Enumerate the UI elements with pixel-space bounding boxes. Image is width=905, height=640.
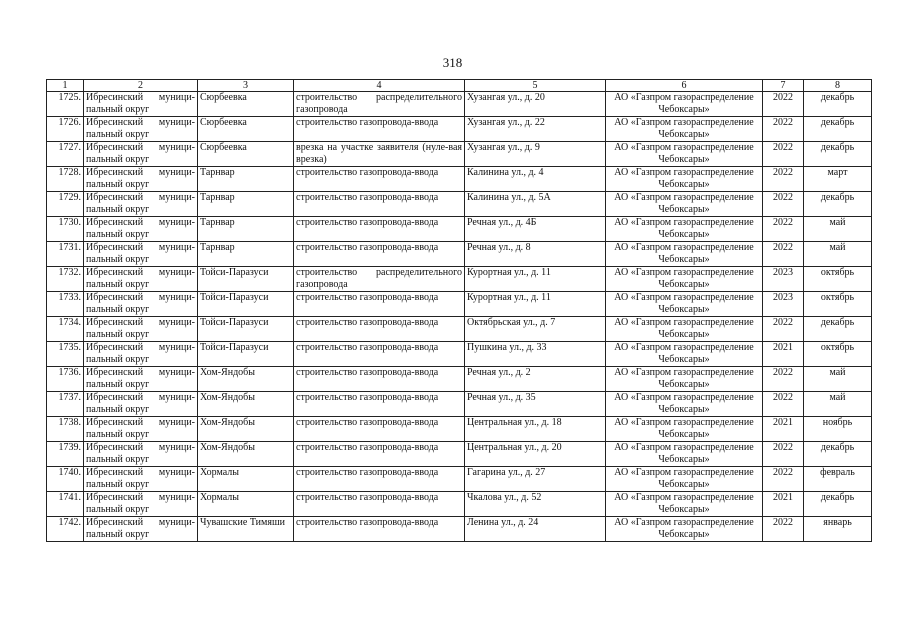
- month-cell: май: [804, 242, 872, 267]
- address-cell: Хузангая ул., д. 9: [465, 142, 606, 167]
- year-cell: 2022: [763, 167, 804, 192]
- address-cell: Речная ул., д. 35: [465, 392, 606, 417]
- district-cell: Ибресинский муници-пальный округ: [84, 317, 198, 342]
- month-cell: декабрь: [804, 317, 872, 342]
- row-number-cell: 1733.: [47, 292, 84, 317]
- settlement-cell: Чувашские Тимяши: [198, 517, 294, 542]
- organization-cell: АО «Газпром газораспределение Чебоксары»: [606, 92, 763, 117]
- year-cell: 2022: [763, 442, 804, 467]
- month-cell: октябрь: [804, 292, 872, 317]
- table-row: [47, 367, 872, 392]
- month-cell: октябрь: [804, 342, 872, 367]
- settlement-cell: Тарнвар: [198, 217, 294, 242]
- year-cell: 2022: [763, 467, 804, 492]
- table-row: [47, 442, 872, 467]
- organization-cell: АО «Газпром газораспределение Чебоксары»: [606, 292, 763, 317]
- address-cell: Хузангая ул., д. 22: [465, 117, 606, 142]
- address-cell: Речная ул., д. 4Б: [465, 217, 606, 242]
- district-cell: Ибресинский муници-пальный округ: [84, 417, 198, 442]
- district-cell: Ибресинский муници-пальный округ: [84, 517, 198, 542]
- year-cell: 2021: [763, 417, 804, 442]
- row-number-cell: 1734.: [47, 317, 84, 342]
- settlement-cell: Хом-Яндобы: [198, 417, 294, 442]
- address-cell: Центральная ул., д. 18: [465, 417, 606, 442]
- work-type-cell: строительство газопровода-ввода: [294, 242, 465, 267]
- table-row: [47, 142, 872, 167]
- row-number-cell: 1741.: [47, 492, 84, 517]
- organization-cell: АО «Газпром газораспределение Чебоксары»: [606, 467, 763, 492]
- work-type-cell: строительство газопровода-ввода: [294, 467, 465, 492]
- district-cell: Ибресинский муници-пальный округ: [84, 92, 198, 117]
- organization-cell: АО «Газпром газораспределение Чебоксары»: [606, 392, 763, 417]
- organization-cell: АО «Газпром газораспределение Чебоксары»: [606, 317, 763, 342]
- year-cell: 2023: [763, 267, 804, 292]
- work-type-cell: строительство газопровода-ввода: [294, 442, 465, 467]
- district-cell: Ибресинский муници-пальный округ: [84, 442, 198, 467]
- month-cell: декабрь: [804, 92, 872, 117]
- column-number-row: [47, 80, 872, 92]
- month-cell: декабрь: [804, 117, 872, 142]
- year-cell: 2021: [763, 342, 804, 367]
- work-type-cell: строительство газопровода-ввода: [294, 517, 465, 542]
- table-row: [47, 492, 872, 517]
- district-cell: Ибресинский муници-пальный округ: [84, 217, 198, 242]
- address-cell: Калинина ул., д. 4: [465, 167, 606, 192]
- table-row: [47, 517, 872, 542]
- settlement-cell: Хом-Яндобы: [198, 367, 294, 392]
- month-cell: декабрь: [804, 492, 872, 517]
- year-cell: 2021: [763, 492, 804, 517]
- settlement-cell: Тарнвар: [198, 242, 294, 267]
- table-row: [47, 267, 872, 292]
- address-cell: Калинина ул., д. 5А: [465, 192, 606, 217]
- year-cell: 2022: [763, 367, 804, 392]
- row-number-cell: 1732.: [47, 267, 84, 292]
- month-cell: март: [804, 167, 872, 192]
- month-cell: декабрь: [804, 192, 872, 217]
- address-cell: Речная ул., д. 8: [465, 242, 606, 267]
- address-cell: Хузангая ул., д. 20: [465, 92, 606, 117]
- year-cell: 2022: [763, 517, 804, 542]
- address-cell: Центральная ул., д. 20: [465, 442, 606, 467]
- table-row: [47, 317, 872, 342]
- month-cell: октябрь: [804, 267, 872, 292]
- month-cell: февраль: [804, 467, 872, 492]
- address-cell: Ленина ул., д. 24: [465, 517, 606, 542]
- row-number-cell: 1739.: [47, 442, 84, 467]
- row-number-cell: 1735.: [47, 342, 84, 367]
- month-cell: ноябрь: [804, 417, 872, 442]
- row-number-cell: 1738.: [47, 417, 84, 442]
- work-type-cell: строительство распределительного газопровода: [294, 92, 465, 117]
- table-row: [47, 417, 872, 442]
- district-cell: Ибресинский муници-пальный округ: [84, 467, 198, 492]
- district-cell: Ибресинский муници-пальный округ: [84, 392, 198, 417]
- settlement-cell: Тарнвар: [198, 192, 294, 217]
- work-type-cell: строительство распределительного газопровода: [294, 267, 465, 292]
- address-cell: Речная ул., д. 2: [465, 367, 606, 392]
- table-row: [47, 242, 872, 267]
- settlement-cell: Тойси-Паразуси: [198, 267, 294, 292]
- settlement-cell: Тойси-Паразуси: [198, 292, 294, 317]
- district-cell: Ибресинский муници-пальный округ: [84, 267, 198, 292]
- organization-cell: АО «Газпром газораспределение Чебоксары»: [606, 117, 763, 142]
- organization-cell: АО «Газпром газораспределение Чебоксары»: [606, 517, 763, 542]
- year-cell: 2022: [763, 92, 804, 117]
- table-row: [47, 342, 872, 367]
- work-type-cell: строительство газопровода-ввода: [294, 117, 465, 142]
- address-cell: Чкалова ул., д. 52: [465, 492, 606, 517]
- settlement-cell: Сюрбеевка: [198, 117, 294, 142]
- table-body: [47, 92, 872, 542]
- column-header: 8: [804, 80, 872, 92]
- settlement-cell: Тойси-Паразуси: [198, 342, 294, 367]
- gas-connection-table: [46, 79, 872, 542]
- row-number-cell: 1725.: [47, 92, 84, 117]
- settlement-cell: Сюрбеевка: [198, 92, 294, 117]
- district-cell: Ибресинский муници-пальный округ: [84, 242, 198, 267]
- address-cell: Гагарина ул., д. 27: [465, 467, 606, 492]
- organization-cell: АО «Газпром газораспределение Чебоксары»: [606, 167, 763, 192]
- year-cell: 2022: [763, 117, 804, 142]
- settlement-cell: Хом-Яндобы: [198, 442, 294, 467]
- row-number-cell: 1742.: [47, 517, 84, 542]
- month-cell: май: [804, 392, 872, 417]
- district-cell: Ибресинский муници-пальный округ: [84, 192, 198, 217]
- month-cell: январь: [804, 517, 872, 542]
- row-number-cell: 1727.: [47, 142, 84, 167]
- settlement-cell: Хом-Яндобы: [198, 392, 294, 417]
- table-row: [47, 167, 872, 192]
- district-cell: Ибресинский муници-пальный округ: [84, 342, 198, 367]
- work-type-cell: строительство газопровода-ввода: [294, 392, 465, 417]
- column-header: 4: [294, 80, 465, 92]
- table-row: [47, 117, 872, 142]
- district-cell: Ибресинский муници-пальный округ: [84, 117, 198, 142]
- column-header: 1: [47, 80, 84, 92]
- table-row: [47, 392, 872, 417]
- organization-cell: АО «Газпром газораспределение Чебоксары»: [606, 192, 763, 217]
- work-type-cell: строительство газопровода-ввода: [294, 192, 465, 217]
- work-type-cell: строительство газопровода-ввода: [294, 342, 465, 367]
- column-header: 3: [198, 80, 294, 92]
- organization-cell: АО «Газпром газораспределение Чебоксары»: [606, 417, 763, 442]
- address-cell: Курортная ул., д. 11: [465, 292, 606, 317]
- column-header: 7: [763, 80, 804, 92]
- work-type-cell: строительство газопровода-ввода: [294, 317, 465, 342]
- table-header: [47, 80, 872, 92]
- work-type-cell: строительство газопровода-ввода: [294, 217, 465, 242]
- district-cell: Ибресинский муници-пальный округ: [84, 292, 198, 317]
- page-number: 318: [442, 55, 463, 70]
- year-cell: 2022: [763, 392, 804, 417]
- district-cell: Ибресинский муници-пальный округ: [84, 367, 198, 392]
- organization-cell: АО «Газпром газораспределение Чебоксары»: [606, 492, 763, 517]
- month-cell: май: [804, 367, 872, 392]
- month-cell: май: [804, 217, 872, 242]
- month-cell: декабрь: [804, 142, 872, 167]
- district-cell: Ибресинский муници-пальный округ: [84, 142, 198, 167]
- district-cell: Ибресинский муници-пальный округ: [84, 167, 198, 192]
- organization-cell: АО «Газпром газораспределение Чебоксары»: [606, 242, 763, 267]
- column-header: 6: [606, 80, 763, 92]
- table-row: [47, 217, 872, 242]
- work-type-cell: строительство газопровода-ввода: [294, 292, 465, 317]
- address-cell: Курортная ул., д. 11: [465, 267, 606, 292]
- address-cell: Октябрьская ул., д. 7: [465, 317, 606, 342]
- year-cell: 2022: [763, 192, 804, 217]
- settlement-cell: Тарнвар: [198, 167, 294, 192]
- row-number-cell: 1737.: [47, 392, 84, 417]
- address-cell: Пушкина ул., д. 33: [465, 342, 606, 367]
- organization-cell: АО «Газпром газораспределение Чебоксары»: [606, 367, 763, 392]
- organization-cell: АО «Газпром газораспределение Чебоксары»: [606, 267, 763, 292]
- settlement-cell: Сюрбеевка: [198, 142, 294, 167]
- row-number-cell: 1728.: [47, 167, 84, 192]
- row-number-cell: 1731.: [47, 242, 84, 267]
- year-cell: 2022: [763, 317, 804, 342]
- year-cell: 2023: [763, 292, 804, 317]
- table-row: [47, 467, 872, 492]
- year-cell: 2022: [763, 242, 804, 267]
- settlement-cell: Хормалы: [198, 467, 294, 492]
- district-cell: Ибресинский муници-пальный округ: [84, 492, 198, 517]
- column-header: 2: [84, 80, 198, 92]
- work-type-cell: строительство газопровода-ввода: [294, 492, 465, 517]
- settlement-cell: Хормалы: [198, 492, 294, 517]
- row-number-cell: 1736.: [47, 367, 84, 392]
- work-type-cell: врезка на участке заявителя (нуле-вая врезка): [294, 142, 465, 167]
- work-type-cell: строительство газопровода-ввода: [294, 417, 465, 442]
- year-cell: 2022: [763, 142, 804, 167]
- table-row: [47, 192, 872, 217]
- year-cell: 2022: [763, 217, 804, 242]
- month-cell: декабрь: [804, 442, 872, 467]
- organization-cell: АО «Газпром газораспределение Чебоксары»: [606, 142, 763, 167]
- work-type-cell: строительство газопровода-ввода: [294, 367, 465, 392]
- row-number-cell: 1729.: [47, 192, 84, 217]
- organization-cell: АО «Газпром газораспределение Чебоксары»: [606, 342, 763, 367]
- organization-cell: АО «Газпром газораспределение Чебоксары»: [606, 442, 763, 467]
- work-type-cell: строительство газопровода-ввода: [294, 167, 465, 192]
- row-number-cell: 1740.: [47, 467, 84, 492]
- table-row: [47, 292, 872, 317]
- settlement-cell: Тойси-Паразуси: [198, 317, 294, 342]
- column-header: 5: [465, 80, 606, 92]
- row-number-cell: 1730.: [47, 217, 84, 242]
- row-number-cell: 1726.: [47, 117, 84, 142]
- organization-cell: АО «Газпром газораспределение Чебоксары»: [606, 217, 763, 242]
- table-row: [47, 92, 872, 117]
